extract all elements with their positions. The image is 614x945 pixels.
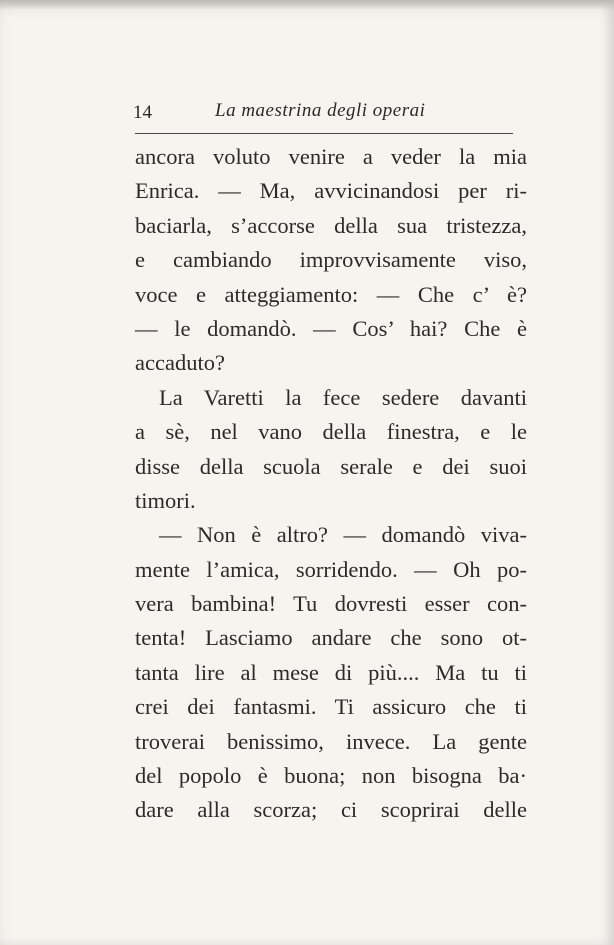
text-line: voce e atteggiamento: — Che c’ è? — [135, 281, 527, 307]
header-rule — [135, 133, 513, 134]
page-top-edge — [0, 0, 614, 10]
body-text — [135, 140, 527, 828]
running-title: La maestrina degli operai — [215, 100, 426, 121]
text-line: tanta lire al mese di più.... Ma tu ti — [135, 659, 527, 685]
text-line: accaduto? — [135, 350, 225, 376]
text-line: timori. — [135, 487, 196, 513]
text-line: baciarla, s’accorse della sua tristezza, — [135, 212, 527, 238]
text-line: ancora voluto venire a veder la mia — [135, 144, 527, 169]
text-line: e cambiando improvvisamente viso, — [135, 247, 527, 273]
text-line: dare alla scorza; ci scoprirai delle — [135, 797, 527, 823]
text-line: — Non è altro? — domandò viva- — [159, 522, 527, 548]
text-line: La Varetti la fece sedere davanti — [159, 384, 527, 410]
text-line: troverai benissimo, invece. La gente — [135, 728, 527, 754]
text-line: mente l’amica, sorridendo. — Oh po- — [135, 556, 527, 582]
page-number: 14 — [133, 102, 152, 123]
text-line: del popolo è buona; non bisogna ba· — [135, 763, 527, 789]
page-header — [133, 100, 513, 126]
text-line: disse della scuola serale e dei suoi — [135, 453, 527, 479]
text-line: a sè, nel vano della finestra, e le — [135, 419, 527, 445]
text-line: Enrica. — Ma, avvicinandosi per ri- — [135, 178, 527, 204]
text-line: — le domandò. — Cos’ hai? Che è — [135, 315, 527, 341]
text-line: tenta! Lasciamo andare che sono ot- — [135, 625, 527, 651]
text-line: vera bambina! Tu dovresti esser con- — [135, 591, 527, 617]
text-line: crei dei fantasmi. Ti assicuro che ti — [135, 694, 527, 720]
